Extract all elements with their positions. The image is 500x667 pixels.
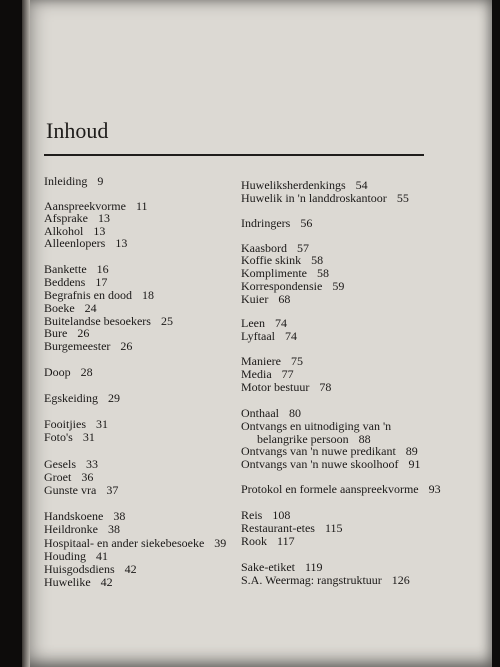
toc-entry-page-number: 31 bbox=[82, 430, 95, 444]
toc-entry-title: Ontvangs van 'n nuwe skoolhoof bbox=[241, 457, 399, 471]
toc-entry bbox=[44, 430, 95, 444]
toc-entry-title: Groet bbox=[44, 470, 72, 484]
toc-entry bbox=[241, 380, 331, 394]
toc-entry bbox=[44, 365, 93, 379]
toc-entry-page-number: 36 bbox=[81, 470, 94, 484]
toc-entry bbox=[44, 262, 109, 276]
toc-entry bbox=[241, 329, 297, 343]
toc-entry-page-number: 37 bbox=[106, 483, 119, 497]
toc-entry-title: Maniere bbox=[241, 354, 281, 368]
toc-entry-page-number: 91 bbox=[408, 457, 421, 471]
toc-entry-page-number: 75 bbox=[290, 354, 303, 368]
toc-entry bbox=[241, 534, 295, 548]
toc-entry-page-number: 9 bbox=[97, 174, 104, 188]
toc-entry-page-number: 55 bbox=[396, 191, 409, 205]
toc-entry bbox=[44, 275, 107, 289]
toc-entry bbox=[44, 417, 108, 431]
toc-entry-title: Buitelandse besoekers bbox=[44, 314, 151, 328]
toc-entry bbox=[241, 573, 410, 587]
toc-entry-title: Doop bbox=[44, 365, 71, 379]
toc-entry-page-number: 29 bbox=[108, 391, 120, 405]
toc-entry-page-number: 126 bbox=[391, 573, 410, 587]
toc-entry bbox=[241, 560, 323, 574]
toc-entry-page-number: 13 bbox=[97, 211, 110, 225]
toc-entry-title: Bure bbox=[44, 326, 68, 340]
toc-entry-title: Indringers bbox=[241, 216, 291, 230]
toc-entry bbox=[44, 562, 137, 576]
toc-entry-page-number: 117 bbox=[277, 534, 295, 548]
toc-entry-title: Korrespondensie bbox=[241, 279, 323, 293]
title-rule bbox=[44, 154, 424, 156]
toc-entry bbox=[241, 444, 418, 458]
toc-entry bbox=[241, 419, 391, 433]
toc-entry-page-number: 74 bbox=[274, 316, 287, 330]
toc-entry bbox=[241, 279, 344, 293]
toc-entry-page-number: 38 bbox=[107, 522, 120, 536]
toc-entry-title: Media bbox=[241, 367, 272, 381]
toc-entry-title: Protokol en formele aanspreekvorme bbox=[241, 482, 419, 496]
toc-entry-page-number: 38 bbox=[113, 509, 126, 523]
toc-entry-title: Huweliksherdenkings bbox=[241, 178, 346, 192]
page-gutter bbox=[22, 0, 30, 667]
toc-entry-title: Komplimente bbox=[241, 266, 307, 280]
toc-entry-page-number: 77 bbox=[281, 367, 294, 381]
toc-entry-page-number: 119 bbox=[304, 560, 323, 574]
toc-entry bbox=[44, 301, 97, 315]
toc-entry bbox=[241, 482, 441, 496]
toc-entry bbox=[44, 522, 120, 536]
toc-entry-title: Onthaal bbox=[241, 406, 279, 420]
toc-entry-page-number: 11 bbox=[135, 199, 148, 213]
toc-entry bbox=[241, 521, 343, 535]
toc-entry-title: Motor bestuur bbox=[241, 380, 310, 394]
toc-entry-title: S.A. Weermag: rangstruktuur bbox=[241, 573, 382, 587]
toc-entry-title: Koffie skink bbox=[241, 253, 302, 267]
toc-entry bbox=[44, 575, 113, 589]
toc-entry-page-number: 74 bbox=[284, 329, 297, 343]
toc-entry-page-number: 17 bbox=[95, 275, 108, 289]
toc-entry bbox=[241, 316, 287, 330]
toc-entry-page-number: 28 bbox=[80, 365, 93, 379]
toc-entry-title: Gesels bbox=[44, 457, 76, 471]
toc-entry bbox=[241, 191, 409, 205]
toc-entry-page-number: 115 bbox=[324, 521, 343, 535]
toc-entry-page-number: 24 bbox=[84, 301, 97, 315]
toc-entry-title: Hospitaal- en ander siekebesoeke bbox=[44, 536, 205, 550]
toc-entry bbox=[44, 391, 120, 405]
toc-entry-title: Beddens bbox=[44, 275, 86, 289]
toc-entry bbox=[44, 236, 127, 250]
toc-entry bbox=[241, 367, 294, 381]
toc-entry-title: Foto's bbox=[44, 430, 73, 444]
toc-entry-title: Lyftaal bbox=[241, 329, 275, 343]
toc-entry-page-number: 26 bbox=[120, 339, 133, 353]
toc-entry-page-number: 56 bbox=[300, 216, 313, 230]
toc-entry bbox=[241, 216, 312, 230]
toc-entry-page-number: 58 bbox=[317, 266, 329, 280]
toc-entry bbox=[241, 457, 420, 471]
toc-entry-title: Heildronke bbox=[44, 522, 98, 536]
toc-entry-page-number: 108 bbox=[272, 508, 291, 522]
toc-entry-page-number: 89 bbox=[405, 444, 418, 458]
toc-entry-page-number: 18 bbox=[141, 288, 154, 302]
toc-entry bbox=[44, 470, 93, 484]
toc-entry-title: Huwelike bbox=[44, 575, 91, 589]
toc-entry bbox=[44, 339, 132, 353]
toc-entry-page-number: 13 bbox=[115, 236, 128, 250]
toc-entry-page-number: 33 bbox=[86, 457, 98, 471]
toc-entry bbox=[44, 288, 154, 302]
toc-entry-page-number: 41 bbox=[96, 549, 108, 563]
toc-entry-page-number: 88 bbox=[358, 432, 371, 446]
toc-entry-page-number: 58 bbox=[311, 253, 324, 267]
toc-entry-page-number: 54 bbox=[355, 178, 368, 192]
toc-entry-page-number: 59 bbox=[332, 279, 345, 293]
toc-entry-page-number: 16 bbox=[96, 262, 109, 276]
toc-entry-title: Boeke bbox=[44, 301, 75, 315]
toc-entry-page-number: 57 bbox=[296, 241, 309, 255]
toc-entry bbox=[44, 483, 118, 497]
toc-entry-title: Huisgodsdiens bbox=[44, 562, 115, 576]
toc-entry-title: belangrike persoon bbox=[257, 432, 349, 446]
toc-entry-title: Begrafnis en dood bbox=[44, 288, 132, 302]
toc-entry-title: Restaurant-etes bbox=[241, 521, 315, 535]
toc-entry bbox=[241, 508, 290, 522]
toc-entry-title: Kaasbord bbox=[241, 241, 287, 255]
toc-entry-title: Alleenlopers bbox=[44, 236, 106, 250]
toc-entry-title: Bankette bbox=[44, 262, 87, 276]
toc-entry-title: Alkohol bbox=[44, 224, 84, 238]
page-title: Inhoud bbox=[46, 118, 109, 143]
toc-entry-page-number: 78 bbox=[319, 380, 332, 394]
toc-entry-page-number: 42 bbox=[124, 562, 137, 576]
toc-entry-title: Sake-etiket bbox=[241, 560, 295, 574]
toc-entry-title: Houding bbox=[44, 549, 86, 563]
toc-entry-title: Reis bbox=[241, 508, 263, 522]
toc-entry-page-number: 13 bbox=[93, 224, 106, 238]
toc-entry-title: Burgemeester bbox=[44, 339, 111, 353]
toc-entry-page-number: 93 bbox=[428, 482, 441, 496]
toc-entry bbox=[241, 406, 301, 420]
toc-entry bbox=[44, 457, 98, 471]
toc-entry bbox=[241, 354, 303, 368]
toc-entry-title: Ontvangs van 'n nuwe predikant bbox=[241, 444, 396, 458]
toc-entry bbox=[44, 326, 89, 340]
toc-entry-title: Leen bbox=[241, 316, 265, 330]
toc-entry-page-number: 42 bbox=[100, 575, 113, 589]
toc-entry-title: Handskoene bbox=[44, 509, 104, 523]
toc-entry bbox=[44, 549, 108, 563]
toc-entry bbox=[44, 174, 103, 188]
toc-entry-title: Aanspreekvorme bbox=[44, 199, 126, 213]
toc-entry-page-number: 26 bbox=[77, 326, 90, 340]
toc-entry bbox=[44, 211, 110, 225]
toc-entry-title: Egskeiding bbox=[44, 391, 98, 405]
toc-entry-page-number: 39 bbox=[214, 536, 227, 550]
toc-entry-title: Huwelik in 'n landdroskantoor bbox=[241, 191, 387, 205]
toc-entry-page-number: 80 bbox=[289, 406, 301, 420]
toc-entry bbox=[241, 178, 368, 192]
toc-entry-title: Rook bbox=[241, 534, 268, 548]
toc-entry-title: Ontvangs en uitnodiging van 'n bbox=[241, 419, 392, 433]
toc-entry bbox=[44, 536, 226, 550]
toc-entry-title: Kuier bbox=[241, 292, 269, 306]
toc-entry-title: Inleiding bbox=[44, 174, 88, 188]
toc-entry bbox=[241, 266, 329, 280]
toc-entry-title: Fooitjies bbox=[44, 417, 87, 431]
toc-entry-page-number: 31 bbox=[96, 417, 109, 431]
toc-entry-title: Afsprake bbox=[44, 211, 88, 225]
toc-entry bbox=[241, 292, 290, 306]
toc-entry-page-number: 25 bbox=[160, 314, 173, 328]
toc-entry-page-number: 68 bbox=[278, 292, 291, 306]
toc-entry-title: Gunste vra bbox=[44, 483, 97, 497]
toc-entry bbox=[44, 509, 125, 523]
toc-entry bbox=[241, 253, 323, 267]
